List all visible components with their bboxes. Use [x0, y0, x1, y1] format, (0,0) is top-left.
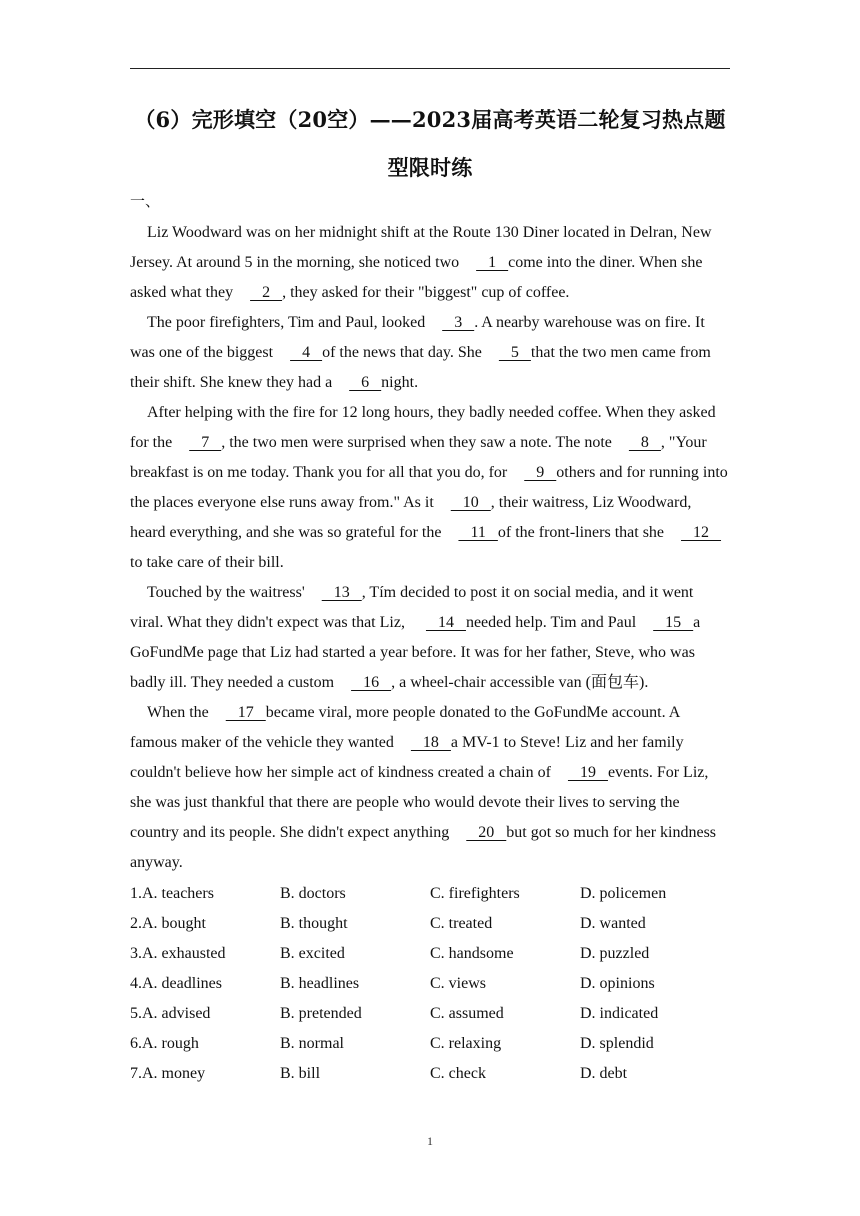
blank-2: 2 — [250, 284, 283, 301]
option-4-B: B. headlines — [280, 975, 360, 992]
option-3-D: D. puzzled — [580, 945, 650, 962]
blank-13: 13 — [321, 584, 362, 601]
cloze-passage — [130, 218, 730, 878]
blank-8: 8 — [628, 434, 661, 451]
blank-16: 16 — [351, 674, 392, 691]
passage-text: of the news that day. She — [322, 344, 482, 361]
option-3-B: B. excited — [280, 945, 345, 962]
option-1-A: 1.A. teachers — [130, 885, 214, 902]
option-1-C: C. firefighters — [430, 885, 520, 902]
option-7-B: B. bill — [280, 1065, 321, 1082]
option-3-A: 3.A. exhausted — [130, 945, 226, 962]
passage-paragraph — [130, 578, 730, 698]
passage-text: a GoFundMe page that Liz had started a year before. It was for her father, Steve, who was badly ill. They needed a custom — [130, 614, 701, 691]
passage-text: , they asked for their "biggest" cup of coffee. — [282, 284, 570, 301]
option-4-D: D. opinions — [580, 975, 655, 992]
option-row-6 — [130, 1029, 730, 1059]
passage-text: , the two men were surprised when they saw a note. The note — [221, 434, 612, 451]
option-3-C: C. handsome — [430, 945, 514, 962]
title-line-1: （6）完形填空（20空）——2023届高考英语二轮复习热点题 — [134, 107, 726, 132]
passage-text: Touched by the waitress' — [147, 584, 305, 601]
passage-text: , a wheel-chair accessible van (面包车). — [391, 674, 649, 691]
option-2-A: 2.A. bought — [130, 915, 206, 932]
blank-9: 9 — [524, 464, 557, 481]
option-row-3 — [130, 939, 730, 969]
option-6-C: C. relaxing — [430, 1035, 502, 1052]
passage-text: When the — [147, 704, 209, 721]
passage-text: The poor firefighters, Tim and Paul, looked — [147, 314, 426, 331]
option-6-B: B. normal — [280, 1035, 344, 1052]
blank-12: 12 — [681, 524, 722, 541]
blank-4: 4 — [290, 344, 323, 361]
passage-text: Liz Woodward was on her midnight shift at the Route 130 Diner located in Delran, New Jersey. At around 5 in the morning, she noticed two — [130, 224, 712, 271]
passage-text: events. For Liz, she was just thankful that there are people who would devote their lives to serving the country and its people. She didn't expect anything — [130, 764, 709, 841]
option-row-2 — [130, 909, 730, 939]
blank-7: 7 — [189, 434, 222, 451]
passage-paragraph — [130, 698, 730, 878]
blank-19: 19 — [567, 764, 608, 781]
blank-18: 18 — [410, 734, 451, 751]
option-row-1 — [130, 879, 730, 909]
passage-text: but got so much for her kindness anyway. — [130, 824, 717, 871]
title-line-2: 型限时练 — [387, 155, 473, 180]
passage-paragraph — [130, 308, 730, 398]
blank-10: 10 — [450, 494, 491, 511]
passage-paragraph — [130, 398, 730, 578]
blank-14: 14 — [425, 614, 466, 631]
passage-paragraph — [130, 218, 730, 308]
option-5-D: D. indicated — [580, 1005, 659, 1022]
blank-20: 20 — [466, 824, 507, 841]
option-4-C: C. views — [430, 975, 486, 992]
passage-text: , "Your breakfast is on me today. Thank you for all that you do, for — [130, 434, 707, 481]
blank-17: 17 — [225, 704, 266, 721]
passage-text: became viral, more people donated to the GoFundMe account. A famous maker of the vehicle they wanted — [130, 704, 680, 751]
passage-text: , their waitress, Liz Woodward, heard everything, and she was so grateful for the — [130, 494, 692, 541]
header-rule — [130, 68, 730, 69]
blank-6: 6 — [349, 374, 382, 391]
option-row-5 — [130, 999, 730, 1029]
answer-options — [130, 879, 730, 1089]
passage-text: night. — [381, 374, 419, 391]
option-row-7 — [130, 1059, 730, 1089]
blank-11: 11 — [458, 524, 498, 541]
option-2-B: B. thought — [280, 915, 348, 932]
page-number: 1 — [427, 1134, 433, 1148]
passage-text: needed help. Tim and Paul — [465, 614, 637, 631]
passage-text: After helping with the fire for 12 long hours, they badly needed coffee. When they asked for the — [130, 404, 716, 451]
option-1-D: D. policemen — [580, 885, 667, 902]
option-6-A: 6.A. rough — [130, 1035, 199, 1052]
option-7-A: 7.A. money — [130, 1065, 206, 1082]
option-5-A: 5.A. advised — [130, 1005, 211, 1022]
option-4-A: 4.A. deadlines — [130, 975, 222, 992]
option-1-B: B. doctors — [280, 885, 346, 902]
passage-text: come into the diner. When she asked what they — [130, 254, 703, 301]
document-title — [130, 96, 730, 192]
option-7-C: C. check — [430, 1065, 486, 1082]
option-6-D: D. splendid — [580, 1035, 654, 1052]
blank-1: 1 — [476, 254, 509, 271]
passage-text: to take care of their bill. — [130, 554, 284, 571]
option-5-C: C. assumed — [430, 1005, 504, 1022]
option-2-D: D. wanted — [580, 915, 646, 932]
passage-text: others and for running into the places everyone else runs away from." As it — [130, 464, 728, 511]
option-row-4 — [130, 969, 730, 999]
passage-text: of the front-liners that she — [497, 524, 665, 541]
option-5-B: B. pretended — [280, 1005, 362, 1022]
option-2-C: C. treated — [430, 915, 493, 932]
blank-5: 5 — [498, 344, 531, 361]
blank-3: 3 — [442, 314, 475, 331]
section-label: 一、 — [130, 192, 161, 210]
option-7-D: D. debt — [580, 1065, 628, 1082]
passage-text: , Tím decided to post it on social media, and it went viral. What they didn't expect was that Liz, — [130, 584, 694, 631]
passage-text: . A nearby warehouse was on fire. It was one of the biggest — [130, 314, 705, 361]
passage-text: that the two men came from their shift. She knew they had a — [130, 344, 711, 391]
passage-text: a MV-1 to Steve! Liz and her family couldn't believe how her simple act of kindness created a chain of — [130, 734, 684, 781]
blank-15: 15 — [653, 614, 694, 631]
